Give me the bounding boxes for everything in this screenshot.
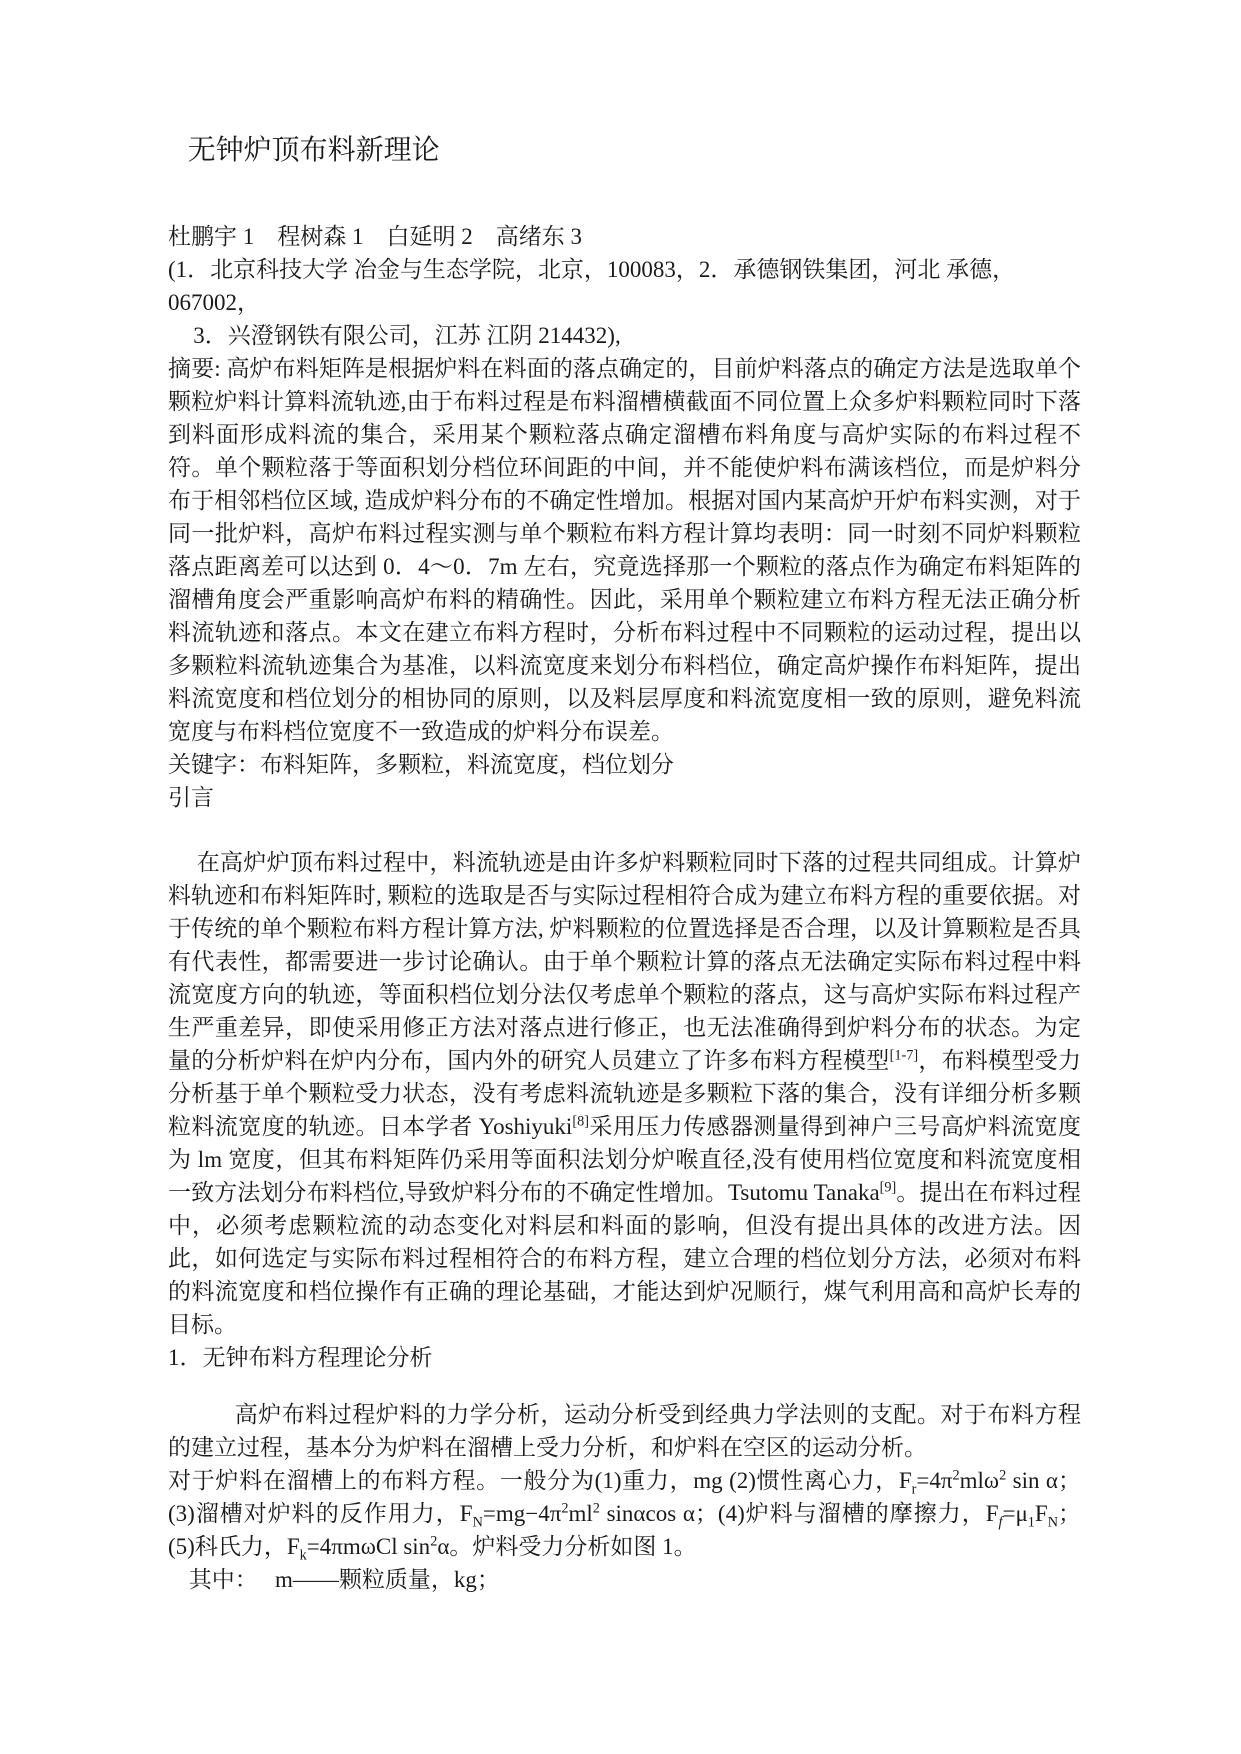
- forces-text-segment: ；(5)科氏力，F: [168, 1501, 1081, 1559]
- superscript-2: 2: [999, 1467, 1007, 1484]
- affiliation-line-1: (1．北京科技大学 冶金与生态学院，北京，100083，2．承德钢铁集团，河北 承德，067002，: [168, 257, 1016, 315]
- intro-text-segment: 。提出在布料过程中，必须考虑颗粒流的动态变化对料层和料面的影响，但没有提出具体的改进方法。因此，如何选定与实际布料过程相符合的布料方程，建立合理的档位划分方法，必须对布料的料流宽度和档位操作有正确的理论基础，才能达到炉况顺行，煤气利用高和高炉长寿的目标。: [168, 1180, 1082, 1337]
- section-1-heading: 1．无钟布料方程理论分析: [168, 1345, 433, 1370]
- forces-text-segment: sin α；(3)溜槽对炉料的反作用力，F: [168, 1468, 1081, 1526]
- forces-text-segment: 对于炉料在溜槽上的布料方程。一般分为(1)重力，mg (2)惯性离心力，F: [168, 1468, 912, 1493]
- subscript-f: f: [998, 1514, 1003, 1531]
- document-title: 无钟炉顶布料新理论: [187, 135, 440, 166]
- superscript-2: 2: [952, 1467, 960, 1484]
- forces-text-segment: =μ: [1002, 1501, 1028, 1526]
- citation-ref-9: [9]: [879, 1179, 897, 1196]
- forces-text-segment: ml: [568, 1501, 593, 1526]
- mechanics-paragraph: 高炉布料过程炉料的力学分析，运动分析受到经典力学法则的支配。对于布料方程的建立过程，基本分为炉料在溜槽上受力分析，和炉料在空区的运动分析。: [168, 1402, 1081, 1460]
- forces-text-segment: =mg−4π: [482, 1501, 562, 1526]
- citation-ref-8: [8]: [572, 1113, 589, 1130]
- forces-text-segment: sinαcos α；(4)炉料与溜槽的摩擦力，F: [599, 1501, 999, 1526]
- forces-text-segment: =4πmωCl sin: [306, 1534, 431, 1559]
- forces-text-segment: F: [1034, 1501, 1048, 1526]
- superscript-2: 2: [430, 1533, 438, 1550]
- subscript-1: 1: [1027, 1514, 1035, 1531]
- superscript-2: 2: [592, 1500, 600, 1517]
- abstract-paragraph: [168, 352, 1081, 748]
- intro-text-segment: 在高炉炉顶布料过程中，料流轨迹是由许多炉料颗粒同时下落的过程共同组成。计算炉料轨迹和布料矩阵时, 颗粒的选取是否与实际过程相符合成为建立布料方程的重要依据。对于传统的单个颗粒布料方程计算方法, 炉料颗粒的位置选择是否合理，以及计算颗粒是否具有代表性，都需要进一步讨论确认。由于单个颗粒计算的落点无法确定实际布料过程中料流宽度方向的轨迹，等面积档位划分法仅考虑单个颗粒的落点，这与高炉实际布料过程产生严重差异，即使采用修正方法对落点进行修正，也无法准确得到炉料分布的状态。为定量的分析炉料在炉内分布，国内外的研究人员建立了许多布料方程模型: [168, 850, 1081, 1073]
- introduction-paragraph: [168, 846, 1081, 1341]
- intro-text-segment: ，布料模型受力分析基于单个颗粒受力状态，没有考虑料流轨迹是多颗粒下落的集合，没有详细分析多颗粒料流宽度的轨迹。日本学者 Yoshiyuki: [168, 1048, 1082, 1139]
- authors-line: 杜鹏宇 1 程树森 1 白延明 2 高绪东 3: [168, 224, 582, 249]
- abstract-text: 高炉布料矩阵是根据炉料在料面的落点确定的，目前炉料落点的确定方法是选取单个颗粒炉料计算料流轨迹,由于布料过程是布料溜槽横截面不同位置上众多炉料颗粒同时下落到料面形成料流的集合，采用某个颗粒落点确定溜槽布料角度与高炉实际的布料过程不符。单个颗粒落于等面积划分档位环间距的中间，并不能使炉料布满该档位，而是炉料分布于相邻档位区域, 造成炉料分布的不确定性增加。根据对国内某高炉开炉布料实测，对于同一批炉料，高炉布料过程实测与单个颗粒布料方程计算均表明：同一时刻不同炉料颗粒落点距离差可以达到 0．4～0．7m 左右，究竟选择那一个颗粒的落点作为确定布料矩阵的溜槽角度会严重影响高炉布料的精确性。因此，采用单个颗粒建立布料方程无法正确分析料流轨迹和落点。本文在建立布料方程时，分析布料过程中不同颗粒的运动过程，提出以多颗粒料流轨迹集合为基准，以料流宽度来划分布料档位，确定高炉操作布料矩阵，提出料流宽度和档位划分的相协同的原则，以及料层厚度和料流宽度相一致的原则，避免料流宽度与布料档位宽度不一致造成的炉料分布误差。: [168, 356, 1082, 744]
- keywords-line: 关键字：布料矩阵，多颗粒，料流宽度，档位划分: [168, 752, 674, 777]
- citation-ref-1-7: [1-7]: [889, 1047, 919, 1064]
- subscript-r: r: [911, 1481, 917, 1498]
- subscript-N: N: [1047, 1514, 1058, 1531]
- subscript-N: N: [472, 1514, 483, 1531]
- forces-text-segment: mlω: [959, 1468, 1000, 1493]
- introduction-heading: 引言: [168, 785, 214, 810]
- forces-text-segment: =4π: [916, 1468, 953, 1493]
- subscript-k: k: [299, 1547, 307, 1564]
- forces-paragraph: [168, 1464, 1081, 1563]
- abstract-label: 摘要:: [168, 356, 221, 381]
- forces-text-segment: α。炉料受力分析如图 1。: [437, 1534, 697, 1559]
- superscript-2: 2: [561, 1500, 569, 1517]
- affiliation-line-2: 3．兴澄钢铁有限公司，江苏 江阴 214432),: [193, 323, 621, 348]
- intro-text-segment: 采用压力传感器测量得到神户三号高炉料流宽度为 lm 宽度，但其布料矩阵仍采用等面积法划分炉喉直径,没有使用档位宽度和料流宽度相一致方法划分布料档位,导致炉料分布的不确定性增加。Tsutomu Tanaka: [168, 1114, 1082, 1205]
- where-definition-line: 其中： m——颗粒质量，kg；: [188, 1567, 500, 1592]
